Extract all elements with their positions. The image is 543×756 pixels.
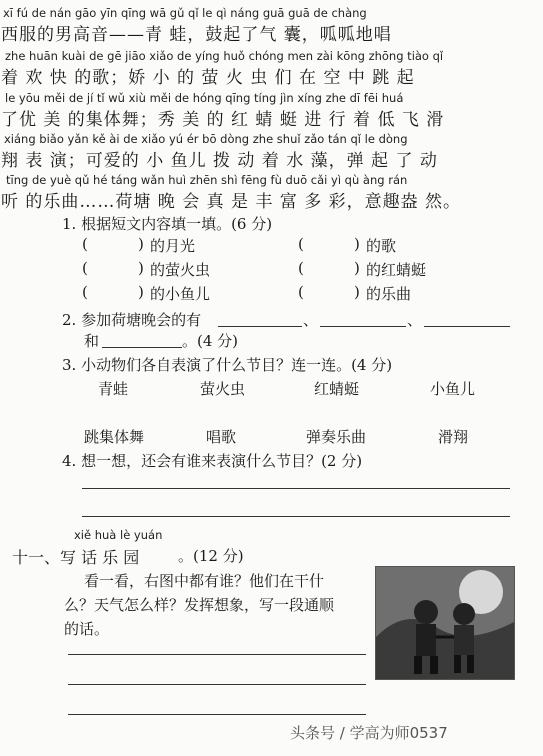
q2-blank-1[interactable] <box>218 326 302 327</box>
q1-blank-label: 的乐曲 <box>366 285 412 303</box>
q1-blank-label: 的红蜻蜓 <box>366 261 427 279</box>
section11-score: 。(12 分) <box>178 547 244 565</box>
pinyin-line-1: xī fú de nán gāo yīn qīng wā gǔ qǐ le qì náng guā guā de chàng <box>3 6 367 20</box>
children-illustration <box>376 567 514 679</box>
q1-blank-label: 的歌 <box>366 237 397 255</box>
q4-answer-line-1[interactable] <box>82 488 510 489</box>
passage-line-2: 着 欢 快 的歌；娇 小 的 萤 火 虫 们 在 空 中 跳 起 <box>1 68 415 88</box>
q1-open-left-2: ( <box>82 259 88 277</box>
q3-title: 3. 小动物们各自表演了什么节目？连一连。(4 分) <box>62 356 393 374</box>
q1-blank-label: 的萤火虫 <box>150 261 211 279</box>
section11-answer-line-1[interactable] <box>68 654 366 655</box>
q3-animal[interactable]: 青蛙 <box>98 380 129 398</box>
q2-blank-2[interactable] <box>320 326 406 327</box>
q1-blank-label: 的小鱼儿 <box>150 285 211 303</box>
q1-close-right-3: ) <box>354 283 360 301</box>
q1-open-left-1: ( <box>82 235 88 253</box>
q1-open-left-3: ( <box>82 283 88 301</box>
section11-answer-line-3[interactable] <box>68 714 366 715</box>
q4-answer-line-2[interactable] <box>82 516 510 517</box>
q1-close-left-3: ) <box>138 283 144 301</box>
q1-open-right-2: ( <box>298 259 304 277</box>
q1-close-right-1: ) <box>354 235 360 253</box>
section11-answer-line-2[interactable] <box>68 684 366 685</box>
passage-line-5: 听 的乐曲……荷塘 晚 会 真 是 丰 富 多 彩，意趣盎 然。 <box>1 192 462 212</box>
q3-animal[interactable]: 萤火虫 <box>200 380 246 398</box>
q3-show[interactable]: 唱歌 <box>206 428 237 446</box>
q2-and-label: 和 <box>84 332 100 350</box>
q1-title: 1. 根据短文内容填一填。(6 分) <box>62 215 273 233</box>
section11-prompt-2: 么？天气怎么样？发挥想象，写一段通顺 <box>64 596 335 614</box>
q2-blank-3[interactable] <box>424 326 510 327</box>
section11-prompt-3: 的话。 <box>64 620 110 638</box>
q1-open-right-1: ( <box>298 235 304 253</box>
pinyin-line-5: tīng de yuè qǔ hé táng wǎn huì zhēn shì fēng fù duō cǎi yì qù àng rán <box>6 173 408 187</box>
q1-close-left-1: ) <box>138 235 144 253</box>
q3-show[interactable]: 跳集体舞 <box>84 428 145 446</box>
q2-separator-2: 、 <box>407 311 423 329</box>
q1-close-left-2: ) <box>138 259 144 277</box>
pinyin-line-3: le yōu měi de jí tǐ wǔ xiù měi de hóng qīng tíng jìn xíng zhe dī fēi huá <box>5 91 404 105</box>
section11-prompt-1: 看一看，右图中都有谁？他们在干什 <box>84 572 325 590</box>
q2-score: 。(4 分) <box>182 332 239 350</box>
section11-title: 十一、写 话 乐 园 <box>12 548 140 567</box>
children-photo <box>375 566 515 680</box>
q3-animal[interactable]: 小鱼儿 <box>430 380 476 398</box>
pinyin-line-2: zhe huān kuài de gē jiāo xiǎo de yíng huǒ chóng men zài kōng zhōng tiào qǐ <box>5 49 444 63</box>
section11-pinyin: xiě huà lè yuán <box>74 528 163 542</box>
q2-blank-4[interactable] <box>102 347 182 348</box>
q1-blank-label: 的月光 <box>150 237 196 255</box>
passage-line-4: 翔 表 演；可爱的 小 鱼儿 拨 动 着 水 藻，弹 起 了 动 <box>1 151 438 171</box>
q3-animal[interactable]: 红蜻蜓 <box>314 380 360 398</box>
passage-line-1: 西服的男高音——青 蛙，鼓起了气 囊，呱呱地唱 <box>1 25 392 45</box>
q1-open-right-3: ( <box>298 283 304 301</box>
watermark: 头条号 / 学高为师0537 <box>290 724 448 742</box>
q2-title: 2. 参加荷塘晚会的有 <box>62 311 202 329</box>
q2-separator-1: 、 <box>303 311 319 329</box>
q1-close-right-2: ) <box>354 259 360 277</box>
q3-show[interactable]: 滑翔 <box>438 428 469 446</box>
pinyin-line-4: xiáng biǎo yǎn kě ài de xiǎo yú ér bō dòng zhe shuǐ zǎo tán qǐ le dòng <box>4 132 408 146</box>
q4-title: 4. 想一想，还会有谁来表演什么节目？(2 分) <box>62 452 363 470</box>
q3-show[interactable]: 弹奏乐曲 <box>306 428 367 446</box>
passage-line-3: 了优 美 的集体舞；秀 美 的 红 蜻 蜓 进 行 着 低 飞 滑 <box>1 110 445 130</box>
